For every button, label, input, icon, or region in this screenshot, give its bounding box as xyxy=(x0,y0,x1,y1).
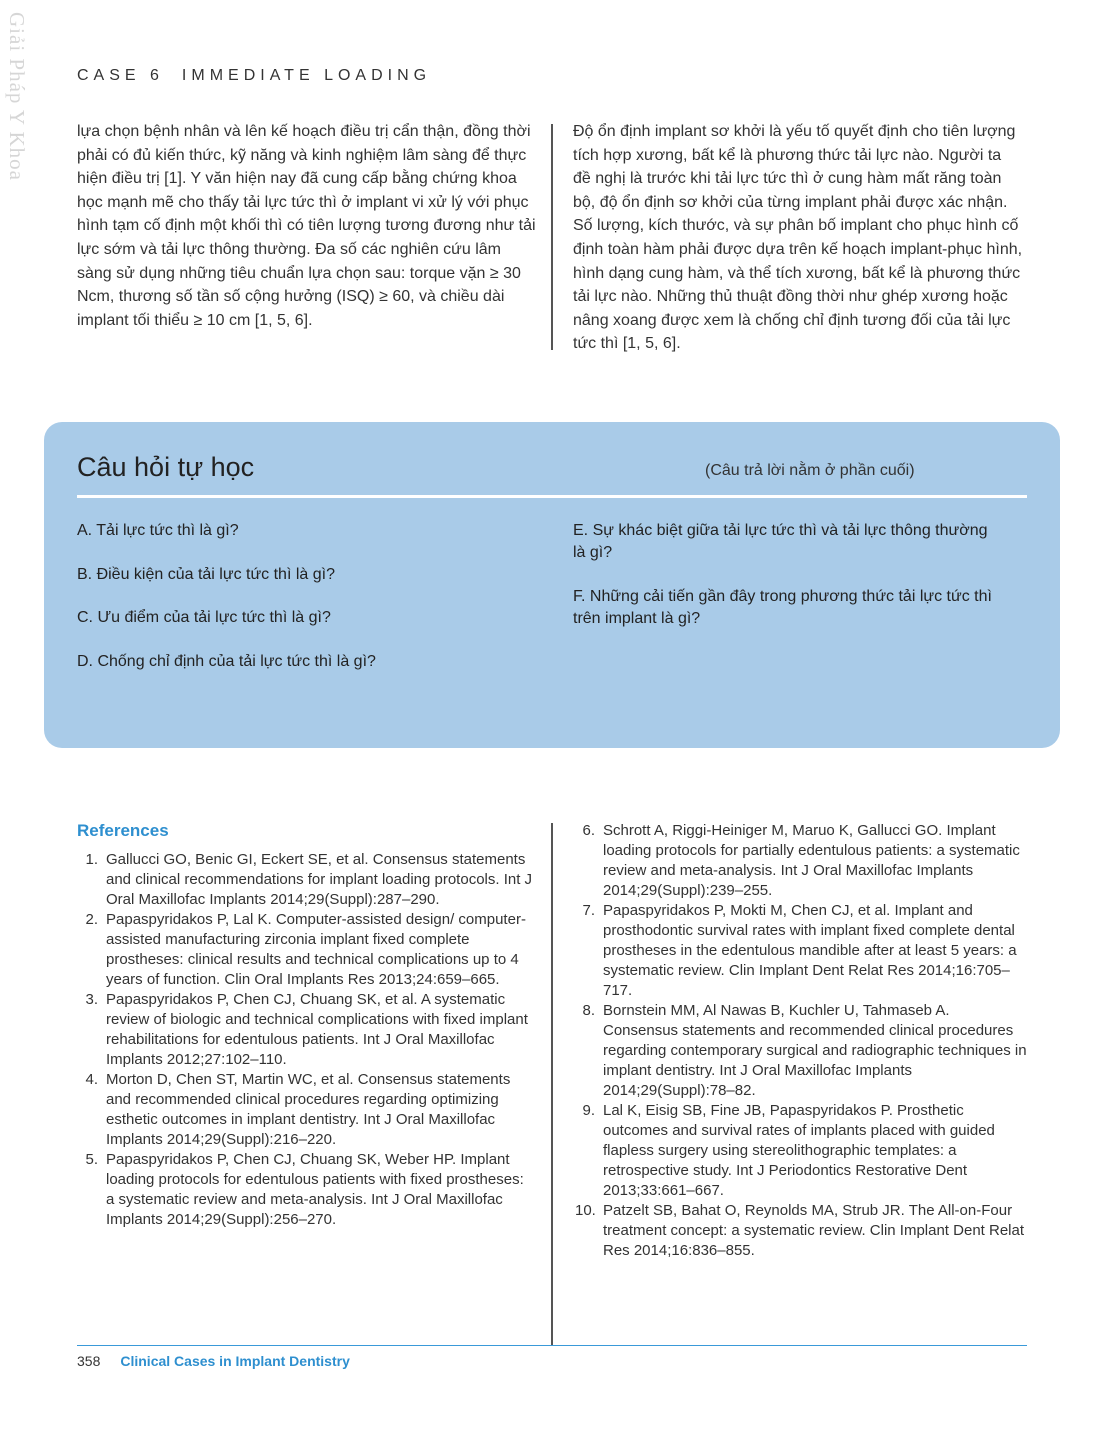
question-e: E. Sự khác biệt giữa tải lực tức thì và tải lực thông thường là gì? xyxy=(573,522,988,561)
reference-number: 2. xyxy=(85,911,98,928)
self-study-rule xyxy=(77,495,1027,498)
footer-rule xyxy=(77,1345,1027,1346)
reference-text: Papaspyridakos P, Chen CJ, Chuang SK, et al. A systematic review of biologic and technical complications with fixed implant rehabilitations for edentulous patients. Int J Oral Maxillofac Implants 2012;27:102–110. xyxy=(106,991,528,1068)
reference-item xyxy=(575,1001,1027,1101)
question-a: A. Tải lực tức thì là gì? xyxy=(77,522,239,539)
reference-text: Papaspyridakos P, Mokti M, Chen CJ, et al. Implant and prosthodontic survival rates with implant fixed complete dental prostheses in the edentulous mandible after at least 5 years: a systematic review. Clin Implant Dent Relat Res 2014;16:705–717. xyxy=(603,902,1017,999)
reference-text: Bornstein MM, Al Nawas B, Kuchler U, Tahmaseb A. Consensus statements and recommended clinical procedures regarding contemporary surgical and radiographic techniques in implant dentistry. Int J Oral Maxillofac Implants 2014;29(Suppl):78–82. xyxy=(603,1002,1027,1099)
page-footer xyxy=(77,1353,350,1369)
running-head xyxy=(77,67,431,85)
reference-item xyxy=(78,1070,533,1150)
reference-text: Gallucci GO, Benic GI, Eckert SE, et al. Consensus statements and clinical recommendations for implant loading protocols. Int J Oral Maxillofac Implants 2014;29(Suppl):287–290. xyxy=(106,851,533,908)
chapter-title: IMMEDIATE LOADING xyxy=(181,67,432,84)
reference-number: 10. xyxy=(575,1202,596,1219)
question-d: D. Chống chỉ định của tải lực tức thì là gì? xyxy=(77,653,376,670)
reference-item xyxy=(78,1150,533,1230)
reference-number: 8. xyxy=(582,1002,595,1019)
reference-text: Lal K, Eisig SB, Fine JB, Papaspyridakos P. Prosthetic outcomes and survival rates of implants placed with guided flapless surgery using stereolithographic templates: a retrospective study. Int J Periodontics Restorative Dent 2013;33:661–667. xyxy=(603,1102,995,1199)
answer-note: (Câu trả lời nằm ở phần cuối) xyxy=(705,462,915,479)
question-f: F. Những cải tiến gần đây trong phương thức tải lực tức thì trên implant là gì? xyxy=(573,588,992,627)
body-text-left: lựa chọn bệnh nhân và lên kế hoạch điều trị cẩn thận, đồng thời phải có đủ kiến thức, kỹ năng và kinh nghiệm lâm sàng để thực hiện điều trị [1]. Y văn hiện nay đã cung cấp bằng chứng khoa học mạnh mẽ cho thấy tải lực tức thì ở implant vi xử lý với phục hình tạm cố định một khối thì có tiên lượng tương đương như tải lực sớm và tải lực thông thường. Đa số các nghiên cứu lâm sàng sử dụng những tiêu chuẩn lựa chọn sau: torque vặn ≥ 30 Ncm, thương số tần số cộng hưởng (ISQ) ≥ 60, và chiều dài implant tối thiểu ≥ 10 cm [1, 5, 6]. xyxy=(77,123,536,329)
reference-item xyxy=(78,910,533,990)
watermark: Giải Pháp Y Khoa xyxy=(5,12,29,181)
reference-number: 7. xyxy=(582,902,595,919)
reference-item xyxy=(78,850,533,910)
references-divider xyxy=(551,823,553,1345)
reference-number: 9. xyxy=(582,1102,595,1119)
reference-text: Morton D, Chen ST, Martin WC, et al. Consensus statements and recommended clinical procedures regarding optimizing esthetic outcomes in implant dentistry. Int J Oral Maxillofac Implants 2014;29(Suppl):216–220. xyxy=(106,1071,511,1148)
reference-text: Papaspyridakos P, Lal K. Computer-assisted design/ computer-assisted manufacturing zirconia implant fixed complete prostheses: clinical results and technical complications up to 4 years of function. Clin Oral Implants Res 2013;24:659–665. xyxy=(106,911,526,988)
reference-number: 6. xyxy=(582,822,595,839)
reference-number: 1. xyxy=(85,851,98,868)
self-study-title: Câu hỏi tự học xyxy=(77,452,255,482)
reference-item xyxy=(78,990,533,1070)
book-title: Clinical Cases in Implant Dentistry xyxy=(120,1353,350,1369)
reference-item xyxy=(575,1101,1027,1201)
reference-number: 4. xyxy=(85,1071,98,1088)
reference-number: 5. xyxy=(85,1151,98,1168)
column-divider xyxy=(551,124,553,350)
reference-item xyxy=(575,901,1027,1001)
reference-item xyxy=(575,821,1027,901)
reference-number: 3. xyxy=(85,991,98,1008)
body-text-right: Độ ổn định implant sơ khởi là yếu tố quyết định cho tiên lượng tích hợp xương, bất kể là phương thức tải lực nào. Người ta đề nghị là trước khi tải lực tức thì ở cung hàm mất răng toàn bộ, độ ổn định sơ khởi của từng implant phải được xác nhận. Số lượng, kích thước, và sự phân bố implant cho phục hình cố định toàn hàm phải được dựa trên kế hoạch implant-phục hình, hình dạng cung hàm, và thể tích xương, bất kể là phương thức tải lực nào. Những thủ thuật đồng thời như ghép xương hoặc nâng xoang được xem là chống chỉ định tương đối của tải lực tức thì [1, 5, 6]. xyxy=(573,123,1023,353)
reference-text: Schrott A, Riggi-Heiniger M, Maruo K, Gallucci GO. Implant loading protocols for partially edentulous patients: a systematic review and meta-analysis. Int J Oral Maxillofac Implants 2014;29(Suppl):239–255. xyxy=(603,822,1020,899)
case-label: CASE 6 xyxy=(77,67,164,84)
references-heading: References xyxy=(77,821,169,840)
question-c: C. Ưu điểm của tải lực tức thì là gì? xyxy=(77,609,331,626)
question-b: B. Điều kiện của tải lực tức thì là gì? xyxy=(77,566,335,583)
page-number: 358 xyxy=(77,1353,101,1369)
reference-text: Papaspyridakos P, Chen CJ, Chuang SK, Weber HP. Implant loading protocols for edentulous patients with fixed prostheses: a systematic review and meta-analysis. Int J Oral Maxillofac Implants 2014;29(Suppl):256–270. xyxy=(106,1151,524,1228)
reference-item xyxy=(575,1201,1027,1261)
reference-text: Patzelt SB, Bahat O, Reynolds MA, Strub JR. The All-on-Four treatment concept: a systematic review. Clin Implant Dent Relat Res 2014;16:836–855. xyxy=(603,1202,1025,1259)
references-list-left xyxy=(78,850,533,1230)
references-list-right xyxy=(575,821,1027,1261)
